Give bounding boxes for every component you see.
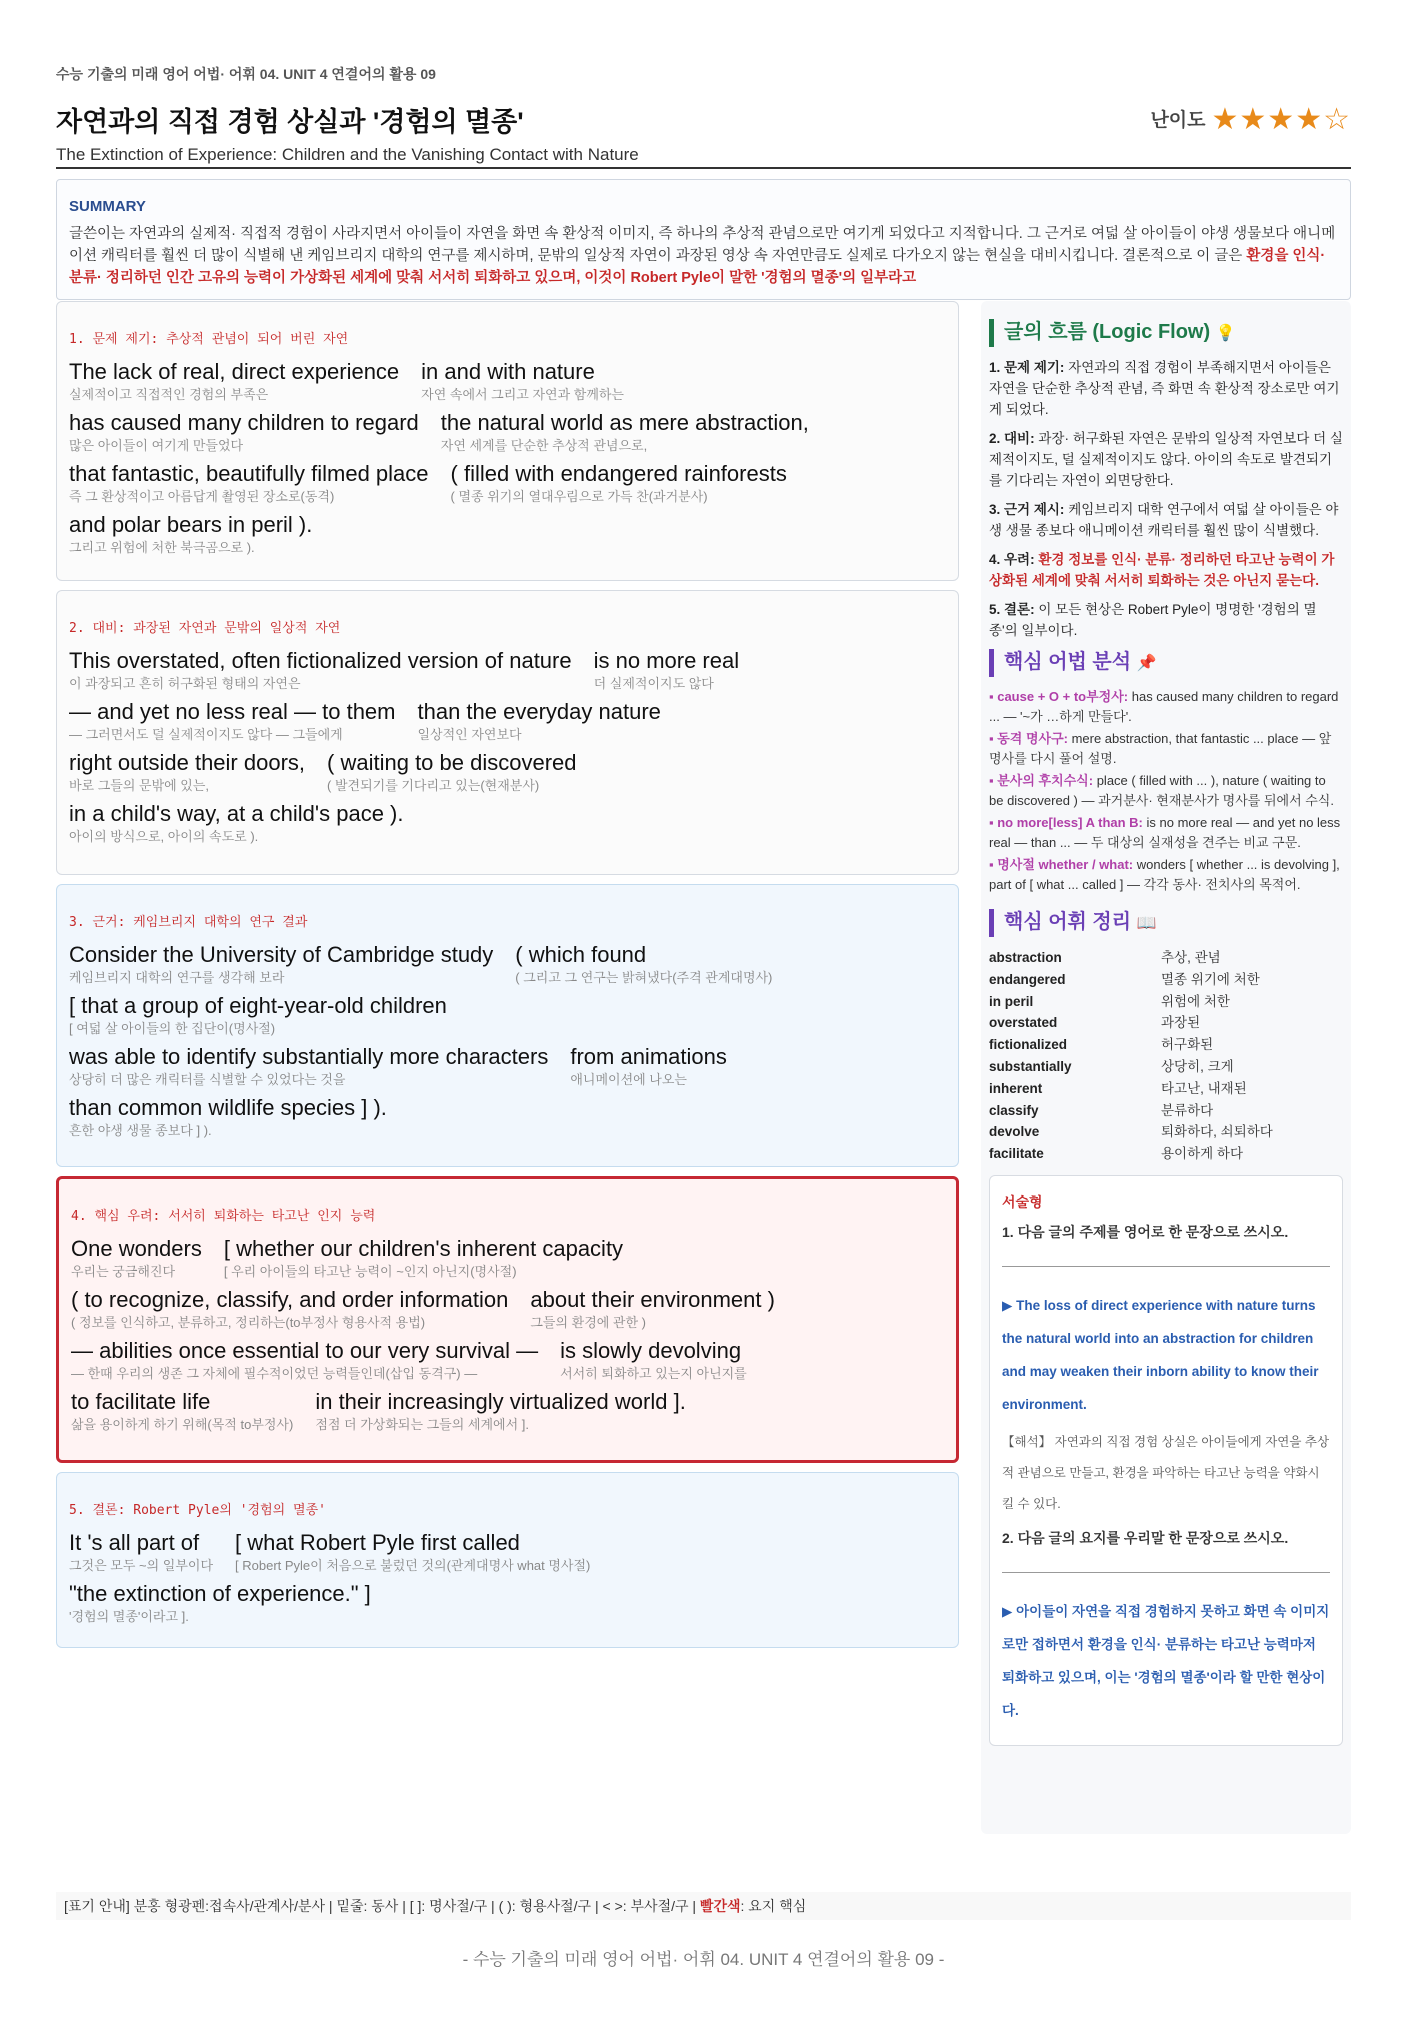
grammar-text: is no more real — and yet no less real — than ... — 두 대상의 실재성을 견주는 비교 구문. <box>989 815 1341 850</box>
flow-label: 4. 우려: <box>989 552 1035 567</box>
passage-section <box>56 1176 959 1463</box>
english-chunk: This overstated, often fictionalized version of nature <box>69 648 572 673</box>
english-chunk: than common wildlife species ] ). <box>69 1095 387 1120</box>
flow-label: 1. 문제 제기: <box>989 360 1065 375</box>
sentence-line <box>69 940 946 985</box>
chunk <box>69 1579 371 1624</box>
grammar-key: ▪ no more[less] A than B: <box>989 815 1143 830</box>
chunk <box>69 799 403 844</box>
english-chunk: is slowly devolving <box>560 1338 742 1363</box>
english-chunk: ( waiting to be discovered <box>327 750 577 775</box>
logic-flow-item <box>989 549 1343 591</box>
grammar-item <box>989 729 1343 769</box>
english-chunk: the natural world as mere abstraction, <box>440 410 809 435</box>
english-chunk: right outside their doors, <box>69 750 306 775</box>
grammar-key: ▪ 동격 명사구: <box>989 731 1068 746</box>
korean-gloss: ( 발견되기를 기다리고 있는(현재분사) <box>327 778 540 793</box>
vocab-heading: 핵심 어휘 정리 📖 <box>989 909 1343 937</box>
korean-gloss: 그리고 위험에 처한 북극곰으로 ). <box>69 540 255 555</box>
english-chunk: It 's all part of <box>69 1530 200 1555</box>
vocab-meaning: 용이하게 하다 <box>1161 1146 1243 1162</box>
korean-gloss: ( 정보를 인식하고, 분류하고, 정리하는(to부정사 형용사적 용법) <box>71 1315 426 1330</box>
korean-gloss: [ 여덟 살 아이들의 한 집단이(명사절) <box>69 1021 276 1036</box>
answer-line <box>1002 1266 1330 1267</box>
korean-gloss: 서서히 퇴화하고 있는지 아닌지를 <box>560 1366 747 1381</box>
legend-tail: : 요지 핵심 <box>740 1898 807 1914</box>
logic-flow-item <box>989 499 1343 541</box>
writing-answer-2: ▶ 아이들이 자연을 직접 경험하지 못하고 화면 속 이미지로만 접하면서 환경을 인식· 분류하는 타고난 능력마저 퇴화하고 있으며, 이는 '경험의 멸종'이라 할 만한 현상이다. <box>1002 1603 1330 1718</box>
summary-text <box>69 223 1338 289</box>
korean-gloss: '경험의 멸종'이라고 ]. <box>69 1609 189 1624</box>
writing-heading: 서술형 <box>1002 1193 1043 1210</box>
writing-box <box>989 1175 1343 1746</box>
page-footer: - 수능 기출의 미래 영어 어법· 어휘 04. UNIT 4 연결어의 활용 09 - <box>462 1950 945 1969</box>
flow-label: 3. 근거 제시: <box>989 502 1065 517</box>
korean-gloss: 즉 그 환상적이고 아름답게 촬영된 장소로(동격) <box>69 489 335 504</box>
english-chunk: — and yet no less real — to them <box>69 699 396 724</box>
worksheet-page <box>56 64 1351 1718</box>
english-chunk: ( to recognize, classify, and order information <box>71 1287 509 1312</box>
korean-gloss: 일상적인 자연보다 <box>417 727 522 742</box>
chunk <box>71 1234 202 1279</box>
flow-text: 이 모든 현상은 Robert Pyle이 명명한 '경험의 멸종'의 일부이다. <box>989 602 1317 638</box>
chunk <box>69 940 493 985</box>
chunk <box>327 748 576 793</box>
korean-gloss: — 한때 우리의 생존 그 자체에 필수적이었던 능력들인데(삽입 동격구) — <box>71 1366 478 1381</box>
chunk <box>69 991 447 1036</box>
flow-text: 환경 정보를 인식· 분류· 정리하던 타고난 능력이 가상화된 세계에 맞춰 서서히 퇴화하는 것은 아닌지 묻는다. <box>989 552 1335 588</box>
section-title: 1. 문제 제기: 추상적 관념이 되어 버린 자연 <box>69 332 349 347</box>
book-icon: 📖 <box>1136 915 1157 932</box>
section-title: 5. 결론: Robert Pyle의 '경험의 멸종' <box>69 1503 326 1518</box>
korean-gloss: 상당히 더 많은 캐릭터를 식별할 수 있었다는 것을 <box>69 1072 346 1087</box>
lightbulb-icon: 💡 <box>1215 325 1236 342</box>
sentence-line <box>69 991 946 1036</box>
grammar-text: has caused many children to regard ... — '~가 …하게 만들다'. <box>989 689 1339 724</box>
vocab-meaning: 퇴화하다, 쇠퇴하다 <box>1161 1124 1273 1140</box>
summary-heading: SUMMARY <box>69 198 146 215</box>
chunk <box>421 357 624 402</box>
vocab-word: classify <box>989 1102 1039 1118</box>
sentence-line <box>69 459 946 504</box>
chunk <box>69 646 572 691</box>
sentence-line <box>69 1093 946 1138</box>
chunk <box>69 459 429 504</box>
korean-gloss: 그들의 환경에 관한 ) <box>530 1315 646 1330</box>
logic-flow-item <box>989 428 1343 491</box>
answer-line <box>1002 1572 1330 1573</box>
page-title: 자연과의 직접 경험 상실과 '경험의 멸종' <box>56 107 524 137</box>
writing-answer-1: ▶ The loss of direct experience with nature turns the natural world into an abstraction for children and may weaken their inborn ability to know their environment. <box>1002 1297 1319 1412</box>
sentence-line <box>69 408 946 453</box>
sentence-line <box>69 510 946 555</box>
grammar-text: mere abstraction, that fantastic ... place — 앞 명사를 다시 풀어 설명. <box>989 731 1332 766</box>
vocab-meaning: 과장된 <box>1161 1015 1201 1031</box>
korean-gloss: 실제적이고 직접적인 경험의 부족은 <box>69 387 269 402</box>
logic-flow-item <box>989 599 1343 641</box>
chunk <box>69 748 305 793</box>
vocab-word: endangered <box>989 971 1066 987</box>
page-subtitle: The Extinction of Experience: Children and the Vanishing Contact with Nature <box>56 145 1351 169</box>
writing-explanation-1: 【해석】 자연과의 직접 경험 상실은 아이들에게 자연을 추상적 관념으로 만들고, 환경을 파악하는 타고난 능력을 약화시킬 수 있다. <box>1002 1434 1330 1511</box>
chunk <box>515 940 772 985</box>
korean-gloss: 많은 아이들이 여기게 만들었다 <box>69 438 244 453</box>
english-chunk: The lack of real, direct experience <box>69 359 400 384</box>
chunk <box>71 1336 538 1381</box>
chunk <box>451 459 787 504</box>
grammar-item <box>989 771 1343 811</box>
english-chunk: is no more real <box>593 648 740 673</box>
pushpin-icon: 📌 <box>1136 655 1157 672</box>
sentence-line <box>69 1042 946 1087</box>
chunk <box>224 1234 623 1279</box>
chunk <box>69 1528 213 1573</box>
section-title: 2. 대비: 과장된 자연과 문밖의 일상적 자연 <box>69 621 341 636</box>
english-chunk: has caused many children to regard <box>69 410 419 435</box>
korean-gloss: 바로 그들의 문밖에 있는, <box>69 778 210 793</box>
flow-text: 자연과의 직접 경험이 부족해지면서 아이들은 자연을 단순한 추상적 관념, 즉 화면 속 환상적 장소로만 여기게 되었다. <box>989 360 1340 417</box>
english-chunk: to facilitate life <box>71 1389 211 1414</box>
flow-label: 5. 결론: <box>989 602 1035 617</box>
passage-section <box>56 1472 959 1648</box>
chunk <box>69 357 399 402</box>
sentence-line <box>69 1528 946 1573</box>
grammar-item <box>989 687 1343 727</box>
english-chunk: [ that a group of eight-year-old children <box>69 993 447 1018</box>
sentence-line <box>71 1336 944 1381</box>
english-chunk: "the extinction of experience." ] <box>69 1581 371 1606</box>
notation-legend <box>56 1892 1351 1920</box>
english-chunk: in a child's way, at a child's pace ). <box>69 801 404 826</box>
section-title: 4. 핵심 우려: 서서히 퇴화하는 타고난 인지 능력 <box>71 1209 376 1224</box>
writing-question-1: 1. 다음 글의 주제를 영어로 한 문장으로 쓰시오. <box>1002 1223 1289 1240</box>
chunk <box>570 1042 727 1087</box>
vocab-word: overstated <box>989 1015 1058 1031</box>
vocab-meaning: 상당히, 크게 <box>1161 1058 1234 1074</box>
breadcrumb: 수능 기출의 미래 영어 어법· 어휘 04. UNIT 4 연결어의 활용 09 <box>56 66 436 82</box>
chunk <box>69 1093 387 1138</box>
english-chunk: [ whether our children's inherent capacity <box>223 1236 624 1261</box>
chunk <box>69 408 419 453</box>
sentence-line <box>71 1285 944 1330</box>
korean-gloss: 더 실제적이지도 않다 <box>593 676 714 691</box>
grammar-item <box>989 813 1343 853</box>
vocab-word: in peril <box>989 993 1034 1009</box>
chunk <box>441 408 809 453</box>
korean-gloss: — 그러면서도 덜 실제적이지도 않다 — 그들에게 <box>69 727 343 742</box>
chunk <box>235 1528 590 1573</box>
sentence-line <box>71 1387 944 1432</box>
korean-gloss: 아이의 방식으로, 아이의 속도로 ). <box>69 829 259 844</box>
chunk <box>69 510 312 555</box>
chunk <box>315 1387 686 1432</box>
sentence-line <box>71 1234 944 1279</box>
section-title: 3. 근거: 케임브리지 대학의 연구 결과 <box>69 915 308 930</box>
passage-section <box>56 301 959 581</box>
passage-section <box>56 590 959 875</box>
english-chunk: — abilities once essential to our very survival — <box>71 1338 539 1363</box>
korean-gloss: 자연 속에서 그리고 자연과 함께하는 <box>421 387 624 402</box>
english-chunk: than the everyday nature <box>417 699 661 724</box>
summary-highlight: 환경을 인식· 분류· 정리하던 인간 고유의 능력이 가상화된 세계에 맞춰 서서히 퇴화하고 있으며, 이것이 Robert Pyle이 말한 '경험의 멸종'의 일부라고 <box>69 248 1326 286</box>
vocab-word: inherent <box>989 1080 1043 1096</box>
chunk <box>530 1285 775 1330</box>
vocab-meaning: 허구화된 <box>1161 1037 1214 1053</box>
grammar-item <box>989 855 1343 895</box>
logic-flow-heading: 글의 흐름 (Logic Flow) 💡 <box>989 319 1343 347</box>
chunk <box>69 697 396 742</box>
grammar-text: wonders [ whether ... is devolving ], part of [ what ... called ] — 각각 동사· 전치사의 목적어. <box>989 857 1340 892</box>
korean-gloss: 그것은 모두 ~의 일부이다 <box>69 1558 214 1573</box>
chunk <box>560 1336 747 1381</box>
korean-gloss: 우리는 궁금해진다 <box>71 1264 176 1279</box>
legend-text: [표기 안내] 분홍 형광펜:접속사/관계사/분사 | 밑줄: 동사 | [ ]: 명사절/구 | ( ): 형용사절/구 | < >: 부사절/구 | <box>64 1898 700 1914</box>
korean-gloss: 케임브리지 대학의 연구를 생각해 보라 <box>69 970 285 985</box>
summary-body: 글쓴이는 자연과의 실제적· 직접적 경험이 사라지면서 아이들이 자연을 화면 속 환상적 이미지, 즉 하나의 추상적 관념으로만 여기게 되었다고 지적합니다. 그 근거로 여덟 살 아이들이 야생 생물보다 애니메이션 캐릭터를 훨씬 더 많이 식별해 낸 케임브리지 대학의 연구를 제시하며, 문밖의 일상적 자연이 과장된 영상 속 자연만큼도 실제로 다가오지 않는 현실을 대비시킵니다. 결론적으로 이 글은 <box>69 226 1336 264</box>
vocab-meaning: 위험에 처한 <box>1161 993 1230 1009</box>
legend-red-label: 빨간색 <box>699 1898 741 1914</box>
vocab-word: fictionalized <box>989 1037 1068 1053</box>
english-chunk: from animations <box>570 1044 727 1069</box>
analysis-sidebar <box>981 301 1351 1834</box>
english-chunk: One wonders <box>71 1236 202 1261</box>
vocab-table <box>989 947 1343 1165</box>
grammar-key: ▪ 분사의 후치수식: <box>989 773 1094 788</box>
korean-gloss: [ Robert Pyle이 처음으로 불렀던 것의(관계대명사 what 명사절) <box>235 1558 591 1573</box>
sentence-line <box>69 1579 946 1624</box>
korean-gloss: 이 과장되고 흔히 허구화된 형태의 자연은 <box>69 676 301 691</box>
passage-column <box>56 301 959 1657</box>
vocab-meaning: 멸종 위기에 처한 <box>1161 971 1260 987</box>
korean-gloss: 자연 세계를 단순한 추상적 관념으로, <box>440 438 648 453</box>
grammar-list <box>989 687 1343 895</box>
flow-label: 2. 대비: <box>989 431 1035 446</box>
english-chunk: ( filled with endangered rainforests <box>450 461 787 486</box>
english-chunk: and polar bears in peril ). <box>69 512 313 537</box>
sentence-line <box>69 646 946 691</box>
vocab-meaning: 분류하다 <box>1161 1102 1214 1118</box>
vocab-word: substantially <box>989 1058 1072 1074</box>
sentence-line <box>69 748 946 793</box>
korean-gloss: ( 멸종 위기의 열대우림으로 가득 찬(과거분사) <box>450 489 708 504</box>
writing-question-2: 2. 다음 글의 요지를 우리말 한 문장으로 쓰시오. <box>1002 1529 1289 1546</box>
vocab-meaning: 추상, 관념 <box>1161 950 1221 965</box>
korean-gloss: 삶을 용이하게 하기 위해(목적 to부정사) <box>71 1417 294 1432</box>
chunk <box>418 697 661 742</box>
chunk <box>71 1387 293 1432</box>
english-chunk: about their environment ) <box>530 1287 775 1312</box>
difficulty-label: 난이도 <box>1150 110 1206 131</box>
english-chunk: ( which found <box>515 942 647 967</box>
vocab-word: abstraction <box>989 950 1062 965</box>
korean-gloss: [ 우리 아이들의 타고난 능력이 ~인지 아닌지(명사절) <box>223 1264 517 1279</box>
grammar-heading: 핵심 어법 분석 📌 <box>989 649 1343 677</box>
english-chunk: Consider the University of Cambridge study <box>69 942 494 967</box>
english-chunk: in their increasingly virtualized world ]. <box>315 1389 686 1414</box>
flow-text: 과장· 허구화된 자연은 문밖의 일상적 자연보다 더 실제적이지도, 덜 실제적이지도 않다. 아이의 속도로 발견되기를 기다리는 자연이 외면당한다. <box>989 431 1343 488</box>
vocab-word: facilitate <box>989 1146 1044 1162</box>
korean-gloss: 애니메이션에 나오는 <box>570 1072 687 1087</box>
english-chunk: in and with nature <box>421 359 595 384</box>
sentence-line <box>69 357 946 402</box>
korean-gloss: 점점 더 가상화되는 그들의 세계에서 ]. <box>315 1417 529 1432</box>
korean-gloss: 흔한 야생 생물 종보다 ] ). <box>69 1123 212 1138</box>
chunk <box>69 1042 548 1087</box>
summary-box <box>56 179 1351 300</box>
difficulty-rating <box>1150 102 1351 137</box>
sentence-line <box>69 799 946 844</box>
star-rating-icon: ★★★★☆ <box>1211 103 1351 136</box>
grammar-text: place ( filled with ... ), nature ( waiting to be discovered ) — 과거분사· 현재분사가 명사를 뒤에서 수식. <box>989 773 1334 808</box>
logic-flow-list <box>989 357 1343 641</box>
title-row <box>56 100 1351 139</box>
chunk <box>594 646 740 691</box>
sentence-line <box>69 697 946 742</box>
korean-gloss: ( 그리고 그 연구는 밝혀냈다(주격 관계대명사) <box>515 970 773 985</box>
grammar-key: ▪ cause + O + to부정사: <box>989 689 1129 704</box>
grammar-key: ▪ 명사절 whether / what: <box>989 857 1134 872</box>
english-chunk: that fantastic, beautifully filmed place <box>69 461 429 486</box>
chunk <box>71 1285 508 1330</box>
vocab-meaning: 타고난, 내재된 <box>1161 1080 1247 1096</box>
passage-section <box>56 884 959 1167</box>
vocab-word: devolve <box>989 1124 1040 1140</box>
flow-text: 케임브리지 대학 연구에서 여덟 살 아이들은 야생 생물 종보다 애니메이션 캐릭터를 훨씬 많이 식별했다. <box>989 502 1339 538</box>
english-chunk: [ what Robert Pyle first called <box>235 1530 520 1555</box>
logic-flow-item <box>989 357 1343 420</box>
english-chunk: was able to identify substantially more characters <box>69 1044 549 1069</box>
